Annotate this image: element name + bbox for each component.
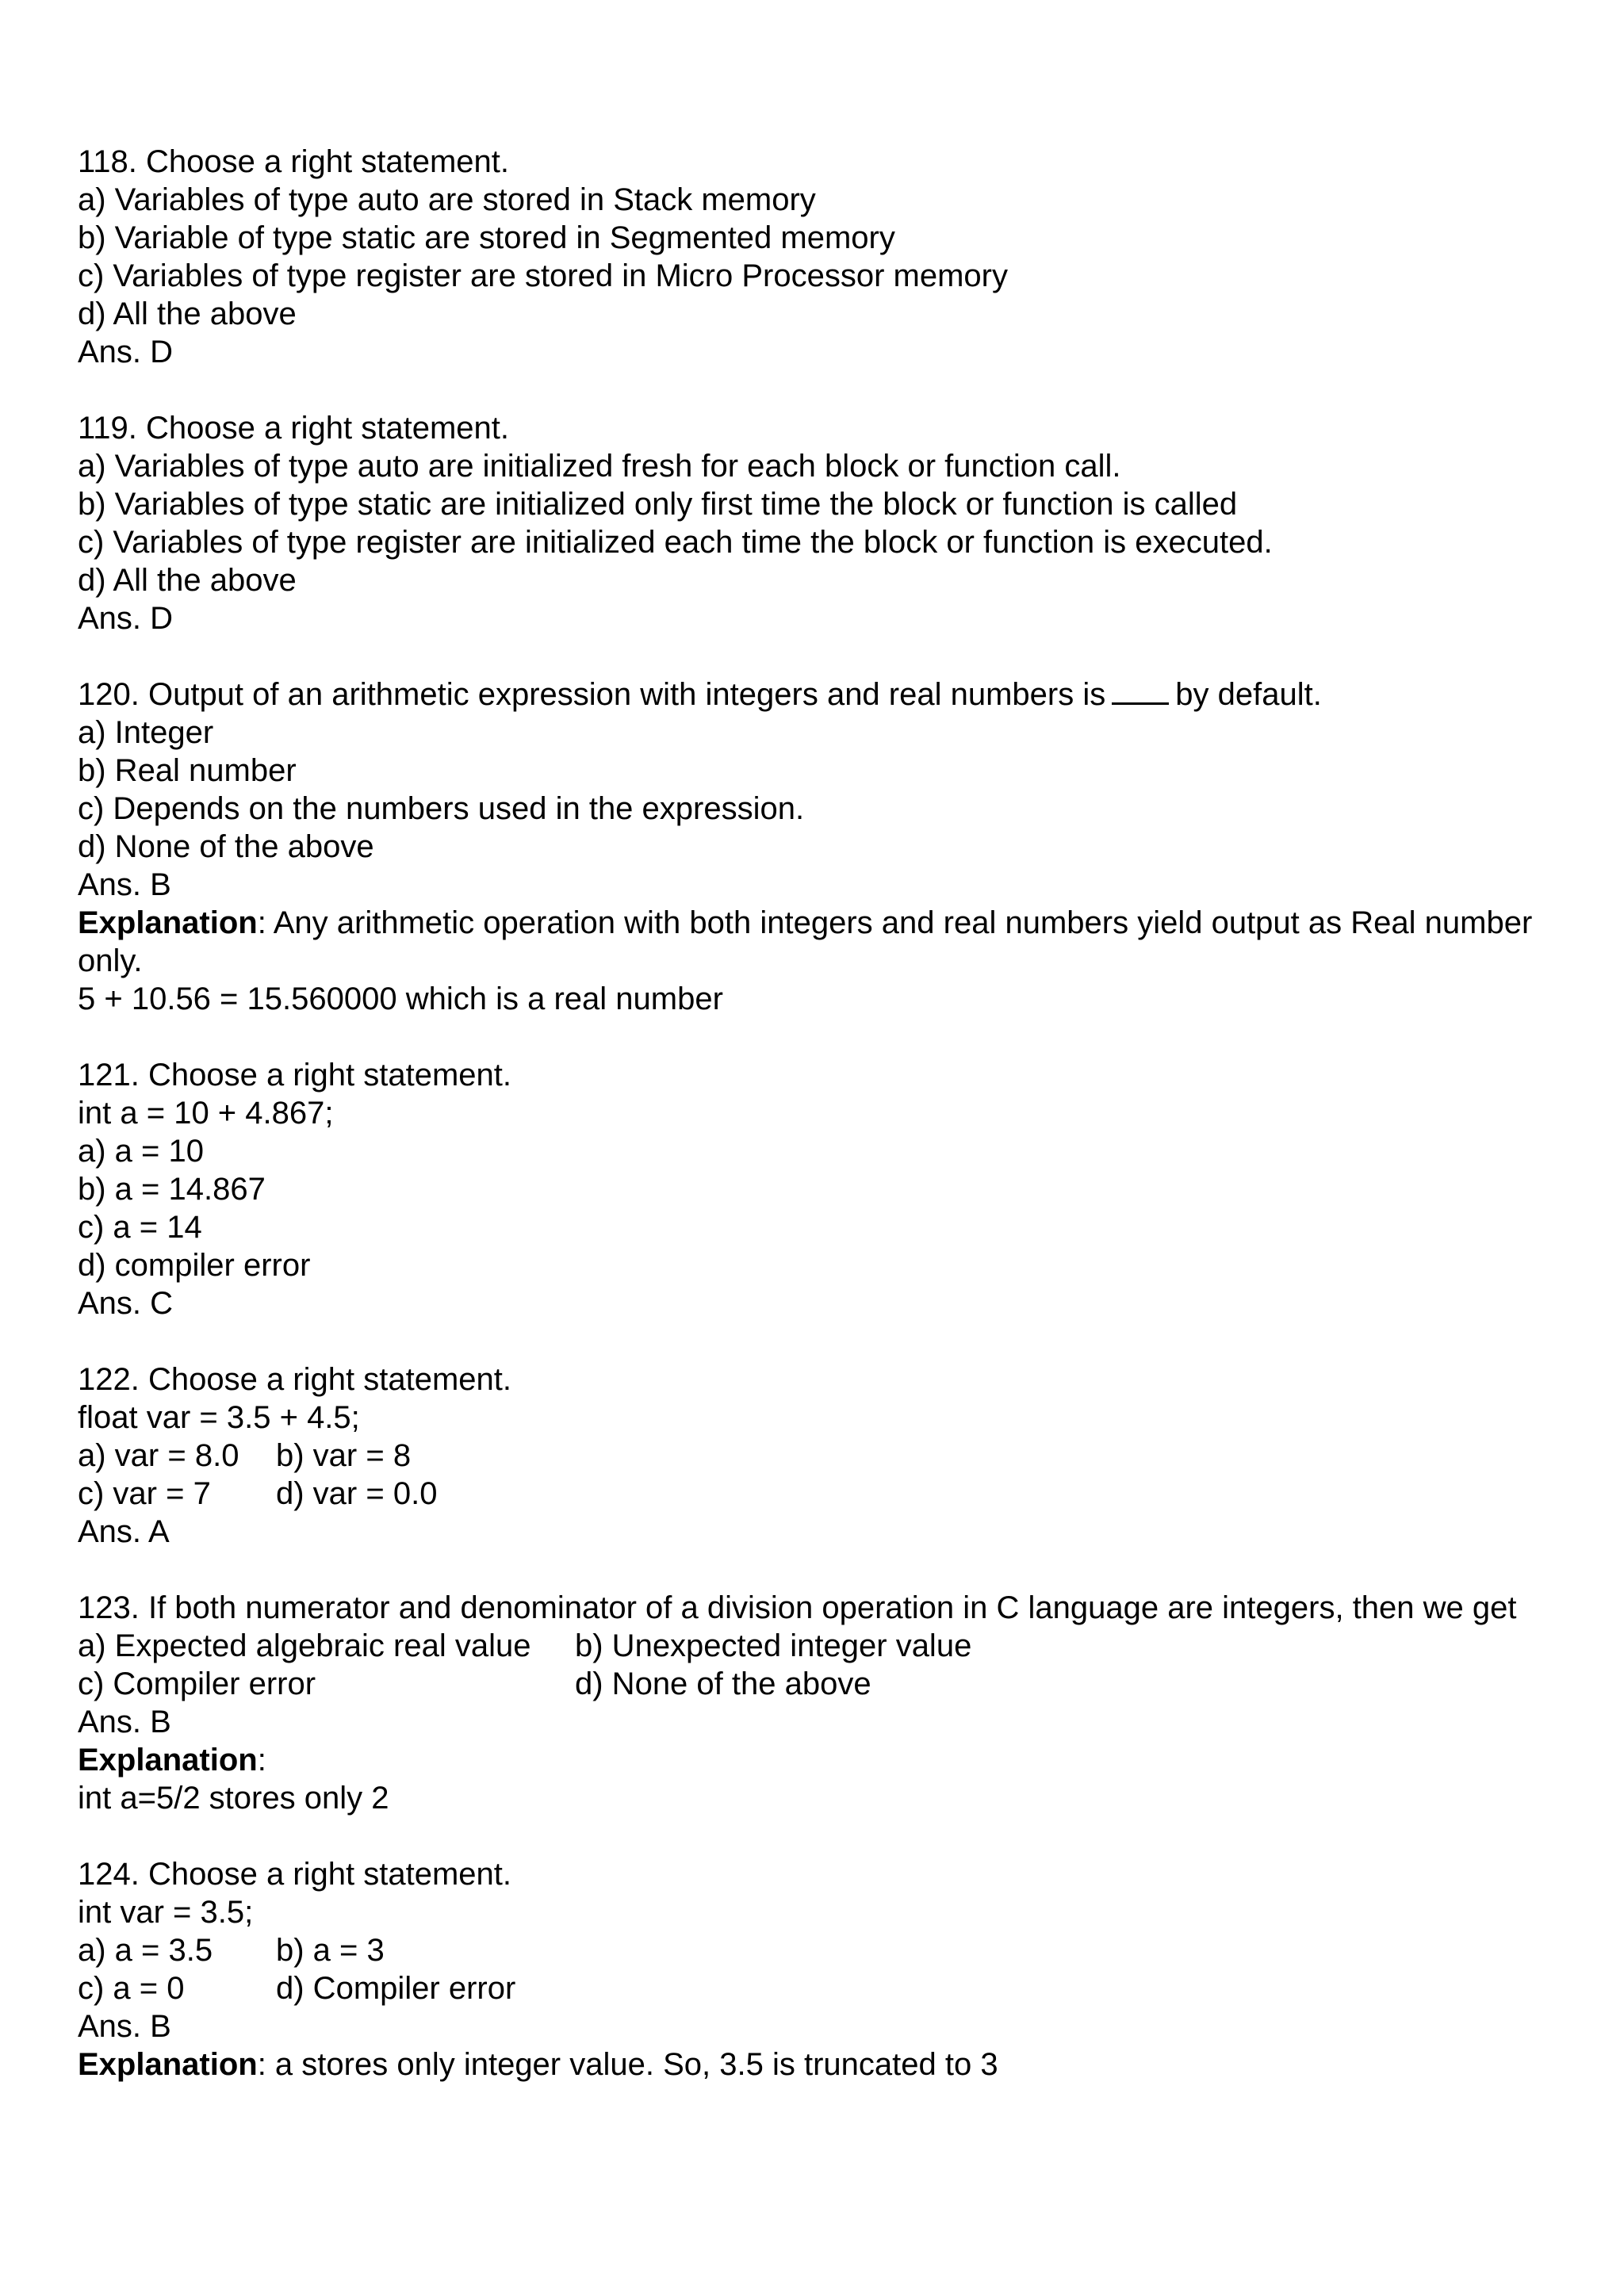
option-b: b) Variable of type static are stored in Segmented memory: [78, 220, 895, 255]
option-a: a) a = 10: [78, 1134, 205, 1169]
options-row-1: [78, 1931, 1568, 1969]
question-123: [78, 1589, 1568, 1817]
option-b: b) a = 3: [276, 1933, 385, 1968]
options-row-1: [78, 1627, 1568, 1665]
question-title: 121. Choose a right statement.: [78, 1058, 511, 1093]
document-page: [78, 143, 1568, 2122]
answer: Ans. D: [78, 601, 174, 636]
option-b: b) Variables of type static are initialized only first time the block or function is called: [78, 487, 1238, 522]
explanation-label: Explanation: [78, 2047, 258, 2082]
explanation-text: : Any arithmetic operation with both integers and real numbers yield output as Real number only.: [78, 905, 1533, 978]
option-c: c) Compiler error: [78, 1667, 316, 1701]
answer: Ans. B: [78, 867, 171, 902]
option-d: d) None of the above: [78, 829, 374, 864]
explanation-text: : a stores only integer value. So, 3.5 is truncated to 3: [257, 2047, 998, 2082]
option-b: b) var = 8: [276, 1438, 412, 1473]
options-row-2: [78, 1969, 1568, 2007]
question-title: 124. Choose a right statement.: [78, 1857, 511, 1892]
answer: Ans. B: [78, 1705, 171, 1739]
options-row-2: [78, 1665, 1568, 1703]
question-124: [78, 1855, 1568, 2084]
option-d: d) Compiler error: [276, 1971, 516, 2006]
explanation-label: Explanation: [78, 1743, 258, 1777]
explanation-example: 5 + 10.56 = 15.560000 which is a real number: [78, 982, 723, 1016]
question-title: 119. Choose a right statement.: [78, 411, 510, 446]
fill-in-blank: [1112, 702, 1169, 705]
code-line: int a = 10 + 4.867;: [78, 1096, 334, 1131]
option-c: c) Variables of type register are initialized each time the block or function is executed.: [78, 525, 1273, 560]
explanation-label: Explanation: [78, 905, 258, 940]
question-title-end: by default.: [1175, 677, 1322, 712]
question-title: 118. Choose a right statement.: [78, 144, 510, 179]
answer: Ans. D: [78, 335, 174, 369]
option-c: c) var = 7: [78, 1476, 211, 1511]
question-title-start: 120. Output of an arithmetic expression with integers and real numbers is: [78, 677, 1106, 712]
explanation-example: int a=5/2 stores only 2: [78, 1781, 389, 1816]
option-a: a) var = 8.0: [78, 1438, 239, 1473]
option-b: b) Real number: [78, 753, 297, 788]
option-a: a) Integer: [78, 715, 214, 750]
answer: Ans. B: [78, 2009, 171, 2044]
question-118: [78, 143, 1568, 371]
option-c: c) Depends on the numbers used in the expression.: [78, 791, 805, 826]
option-c: c) a = 14: [78, 1210, 202, 1245]
question-title: 122. Choose a right statement.: [78, 1362, 511, 1397]
option-b: b) Unexpected integer value: [575, 1628, 972, 1663]
explanation-text: :: [257, 1743, 266, 1777]
option-c: c) a = 0: [78, 1971, 185, 2006]
options-row-1: [78, 1437, 1568, 1475]
option-d: d) All the above: [78, 563, 297, 598]
question-122: [78, 1360, 1568, 1551]
explanation: [78, 2045, 1568, 2084]
option-b: b) a = 14.867: [78, 1172, 266, 1207]
option-c: c) Variables of type register are stored in Micro Processor memory: [78, 258, 1008, 293]
question-120: [78, 675, 1568, 1018]
option-d: d) None of the above: [575, 1667, 871, 1701]
question-title: [78, 675, 1568, 714]
question-119: [78, 409, 1568, 637]
option-a: a) Expected algebraic real value: [78, 1628, 531, 1663]
option-a: a) a = 3.5: [78, 1933, 213, 1968]
answer: Ans. C: [78, 1286, 174, 1321]
option-a: a) Variables of type auto are stored in Stack memory: [78, 182, 816, 217]
code-line: float var = 3.5 + 4.5;: [78, 1400, 360, 1435]
code-line: int var = 3.5;: [78, 1895, 254, 1930]
option-d: d) All the above: [78, 297, 297, 331]
question-121: [78, 1056, 1568, 1322]
question-title: 123. If both numerator and denominator of a division operation in C language are integers, then we get: [78, 1590, 1517, 1625]
options-row-2: [78, 1475, 1568, 1513]
answer: Ans. A: [78, 1514, 170, 1549]
option-a: a) Variables of type auto are initialized fresh for each block or function call.: [78, 449, 1121, 484]
explanation: [78, 1741, 1568, 1779]
option-d: d) compiler error: [78, 1248, 311, 1283]
option-d: d) var = 0.0: [276, 1476, 438, 1511]
explanation: [78, 904, 1568, 980]
